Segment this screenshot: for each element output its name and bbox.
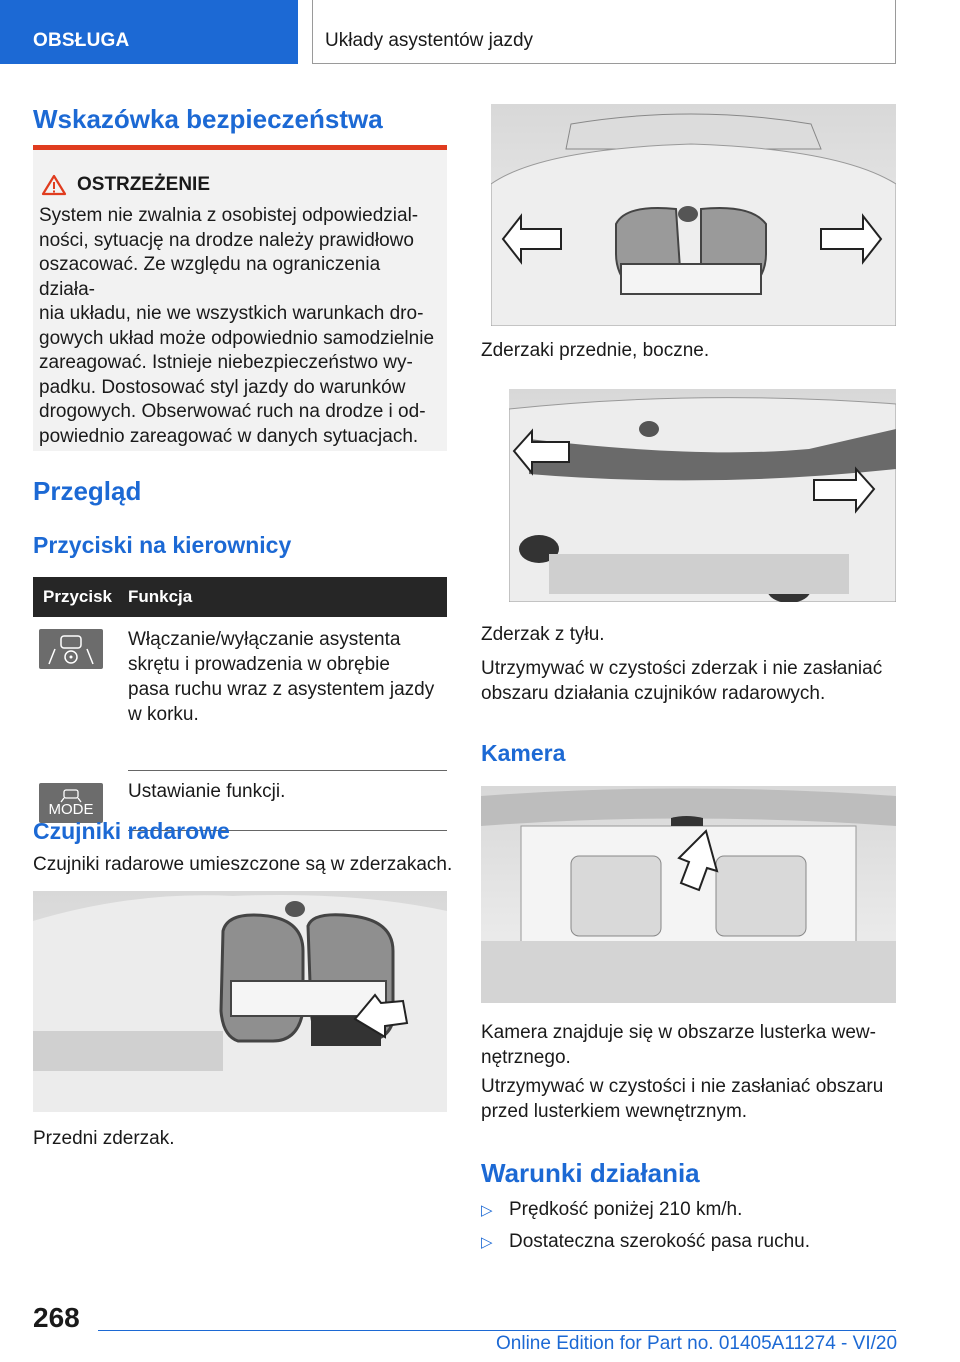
function-line: Włączanie/wyłączanie asystenta [128, 629, 401, 650]
radar-keep-clean [481, 656, 882, 706]
col-button-header: Przycisk [43, 587, 112, 606]
mode-label: MODE [48, 801, 94, 818]
front-bumper-caption: Przedni zderzak. [33, 1128, 175, 1149]
warning-text [39, 204, 441, 449]
table-header [33, 577, 447, 617]
warning-line: ności, sytuację na drodze należy prawidłowo [39, 229, 414, 251]
bullet-triangle-icon: ▷ [481, 1202, 493, 1219]
rear-bumper-image [509, 389, 896, 602]
radar-heading: Czujniki radarowe [33, 818, 230, 844]
radar-keep-clean-line: obszaru działania czujników radarowych. [481, 683, 826, 704]
front-side-bumper-image [491, 104, 896, 326]
function-line: Ustawianie funkcji. [128, 781, 286, 802]
camera-location-line: nętrznego. [481, 1047, 571, 1068]
section-label: OBSŁUGA [33, 30, 130, 51]
radar-keep-clean-line: Utrzymywać w czystości zderzak i nie zasłaniać [481, 658, 883, 679]
buttons-table [33, 577, 447, 831]
front-side-caption: Zderzaki przednie, boczne. [481, 340, 710, 361]
front-bumper-image [33, 891, 447, 1112]
warning-line: drogowych. Obserwować ruch na drodze i od- [39, 401, 426, 422]
camera-location [481, 1020, 876, 1070]
rear-bumper-caption: Zderzak z tyłu. [481, 624, 605, 645]
footer-divider [98, 1330, 896, 1331]
footer-edition: Online Edition for Part no. 01405A11274 - VI/20 [496, 1333, 898, 1354]
button-cell [33, 617, 128, 771]
warning-line: nia układu, nie we wszystkich warunkach dro- [39, 303, 424, 324]
conditions-heading: Warunki działania [481, 1158, 700, 1188]
safety-heading: Wskazówka bezpieczeństwa [33, 104, 383, 134]
steering-assist-icon [39, 629, 103, 669]
camera-location-line: Kamera znajduje się w obszarze lusterka wew- [481, 1022, 876, 1043]
list-item-text: Prędkość poniżej 210 km/h. [509, 1199, 743, 1220]
warning-line: System nie zwalnia z osobistej odpowiedzial- [39, 205, 419, 226]
overview-heading: Przegląd [33, 476, 142, 506]
section-tab [0, 0, 298, 64]
camera-keep-clean [481, 1074, 883, 1124]
mode-button-icon [39, 783, 103, 823]
list-item [481, 1231, 810, 1253]
camera-keep-clean-line: przed lusterkiem wewnętrznym. [481, 1101, 748, 1122]
page-number: 268 [33, 1302, 80, 1333]
camera-heading: Kamera [481, 740, 566, 766]
warning-triangle-icon [41, 174, 67, 196]
col-function-header: Funkcja [128, 587, 193, 606]
warning-title: OSTRZEŻENIE [77, 174, 211, 195]
list-item-text: Dostateczna szerokość pasa ruchu. [509, 1231, 810, 1252]
function-line: skrętu i prowadzenia w obrębie [128, 654, 390, 675]
warning-line: powiednio zareagować w danych sytuacjach. [39, 425, 419, 447]
warning-line: zareagować. Istnieje niebezpieczeństwo wy- [39, 352, 413, 373]
function-cell [128, 617, 447, 771]
list-item [481, 1199, 742, 1221]
warning-box [33, 145, 447, 451]
camera-keep-clean-line: Utrzymywać w czystości i nie zasłaniać obszaru [481, 1076, 884, 1097]
chapter-tab [312, 0, 896, 64]
warning-line: oszacować. Ze względu na ograniczenia działa- [39, 254, 381, 300]
warning-line: padku. Dostosować styl jazdy do warunków [39, 376, 406, 398]
radar-text: Czujniki radarowe umieszczone są w zderzakach. [33, 854, 453, 875]
camera-image [481, 786, 896, 1003]
chapter-label: Układy asystentów jazdy [325, 30, 534, 51]
table-row [33, 617, 447, 771]
warning-title-row [41, 174, 441, 196]
function-line: pasa ruchu wraz z asystentem jazdy [128, 679, 435, 700]
warning-line: gowych układ może odpowiednio samodzielnie [39, 327, 435, 349]
function-line: w korku. [128, 704, 199, 725]
buttons-heading: Przyciski na kierownicy [33, 532, 292, 558]
bullet-triangle-icon: ▷ [481, 1234, 493, 1251]
